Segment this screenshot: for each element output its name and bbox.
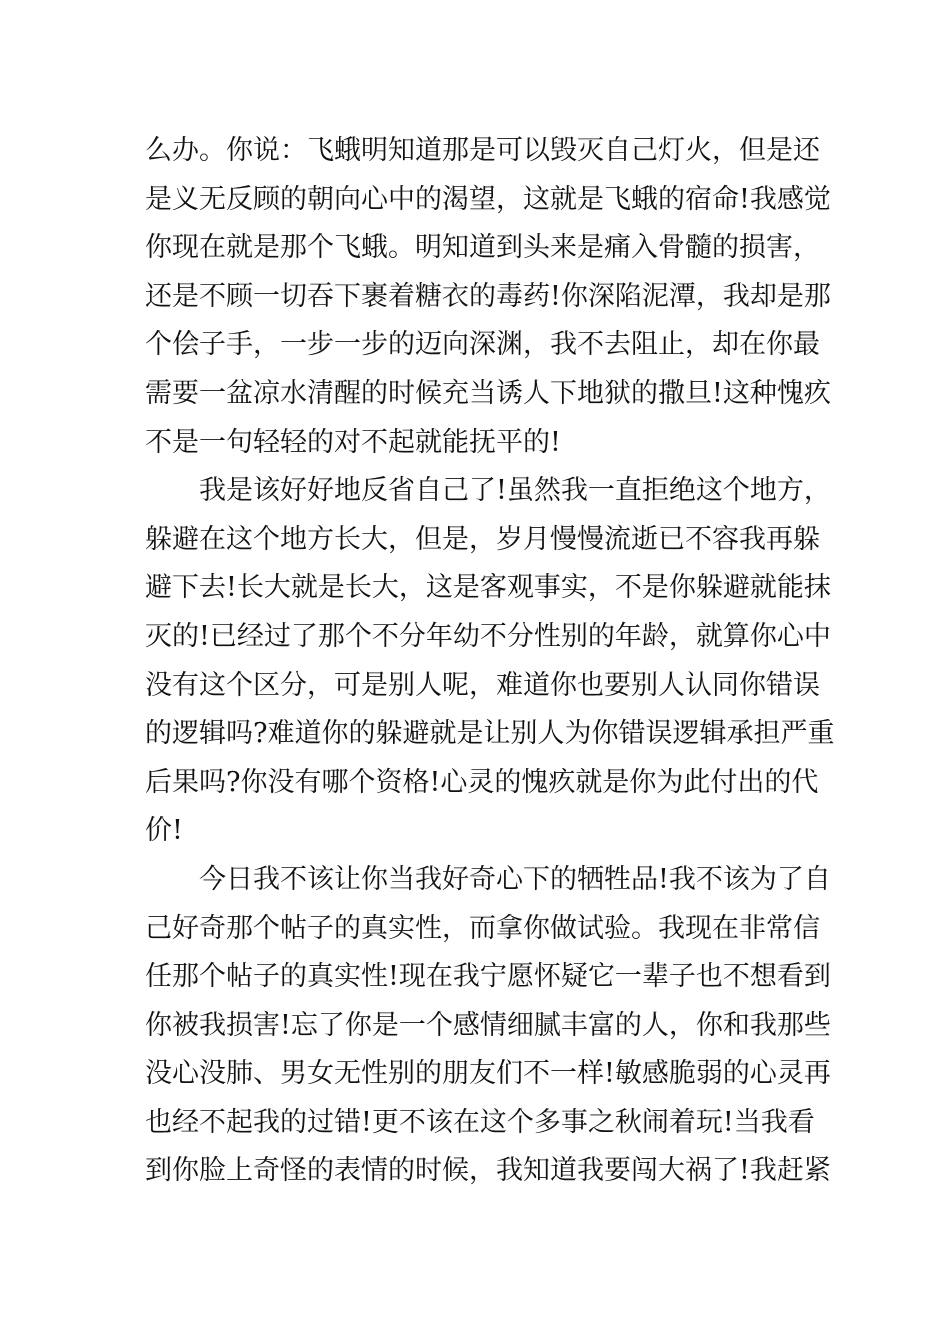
text-line: 己好奇那个帖子的真实性，而拿你做试验。我现在非常信 bbox=[145, 912, 820, 944]
text-line: 不是一句轻轻的对不起就能抚平的! bbox=[145, 426, 561, 458]
text-line: 我是该好好地反省自己了!虽然我一直拒绝这个地方， bbox=[199, 475, 831, 507]
text-line: 你被我损害!忘了你是一个感情细腻丰富的人，你和我那些 bbox=[145, 1009, 831, 1041]
text-line: 价! bbox=[145, 815, 183, 847]
text-line: 后果吗?你没有哪个资格!心灵的愧疚就是你为此付出的代 bbox=[145, 766, 819, 798]
text-line: 是义无反顾的朝向心中的渴望，这就是飞蛾的宿命!我感觉 bbox=[145, 183, 831, 215]
paragraph-3 bbox=[145, 856, 831, 1196]
text-line: 灭的!已经过了那个不分年幼不分性别的年龄，就算你心中 bbox=[145, 620, 831, 652]
paragraph-2 bbox=[145, 467, 835, 856]
text-line: 需要一盆凉水清醒的时候充当诱人下地狱的撒旦!这种愧疚 bbox=[145, 377, 831, 409]
text-line: 没有这个区分，可是别人呢，难道你也要别人认同你错误 bbox=[145, 669, 820, 701]
text-line: 没心没肺、男女无性别的朋友们不一样!敏感脆弱的心灵再 bbox=[145, 1058, 831, 1090]
text-line: 个侩子手，一步一步的迈向深渊，我不去阻止，却在你最 bbox=[145, 329, 820, 361]
text-line: 么办。你说：飞蛾明知道那是可以毁灭自己灯火，但是还 bbox=[145, 135, 820, 166]
text-line: 到你脸上奇怪的表情的时候，我知道我要闯大祸了!我赶紧 bbox=[145, 1155, 831, 1187]
text-line: 还是不顾一切吞下裹着糖衣的毒药!你深陷泥潭，我却是那 bbox=[145, 280, 831, 312]
paragraph-1 bbox=[145, 127, 831, 467]
text-line: 的逻辑吗?难道你的躲避就是让别人为你错误逻辑承担严重 bbox=[145, 718, 835, 750]
text-line: 避下去!长大就是长大，这是客观事实，不是你躲避就能抹 bbox=[145, 572, 831, 604]
text-line: 今日我不该让你当我好奇心下的牺牲品!我不该为了自 bbox=[199, 863, 831, 895]
text-line: 任那个帖子的真实性!现在我宁愿怀疑它一辈子也不想看到 bbox=[145, 961, 831, 993]
text-line: 你现在就是那个飞蛾。明知道到头来是痛入骨髓的损害， bbox=[145, 232, 820, 264]
text-line: 也经不起我的过错!更不该在这个多事之秋闹着玩!当我看 bbox=[145, 1106, 815, 1138]
text-line: 躲避在这个地方长大，但是，岁月慢慢流逝已不容我再躲 bbox=[145, 523, 820, 555]
body-text bbox=[145, 127, 835, 1196]
